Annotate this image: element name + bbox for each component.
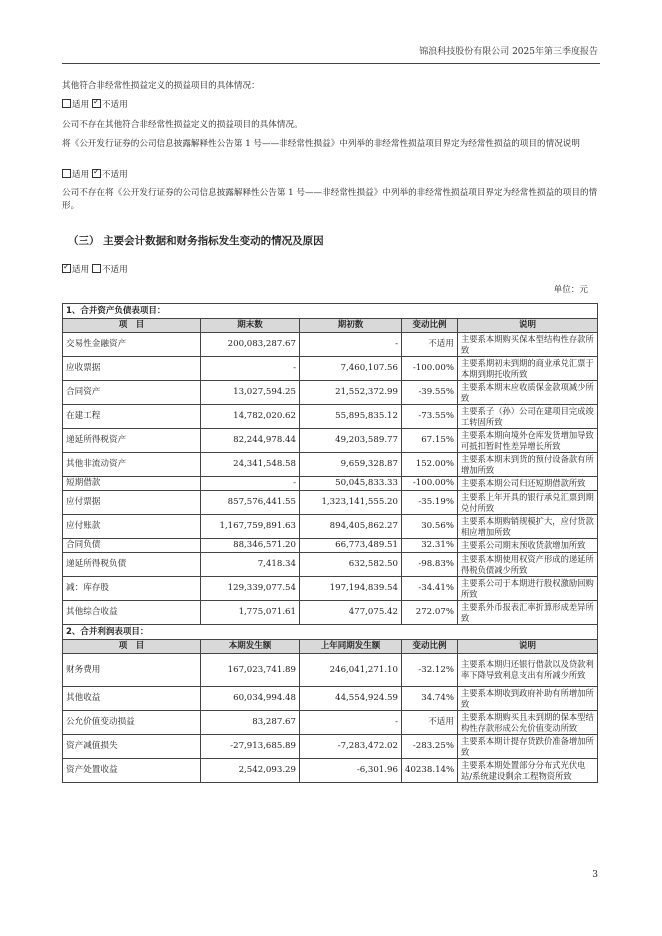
explanation-cell: 主要系本期使用权资产形成的递延所得税负债减少所致 (458, 553, 598, 577)
prior-value-cell: -6,301.96 (300, 759, 402, 783)
applicable-label: 适用 (72, 100, 90, 110)
checkbox-line-3 (62, 264, 602, 277)
column-header: 变动比例 (402, 319, 458, 333)
table-header-row (63, 319, 598, 333)
table-row (63, 491, 598, 515)
explanation-cell: 主要系本期购销规模扩大，应付货款相应增加所致 (458, 515, 598, 539)
table-row (63, 553, 598, 577)
current-value-cell: 82,244,978.44 (201, 429, 300, 453)
table-row (63, 477, 598, 491)
prior-value-cell: - (300, 711, 402, 735)
change-ratio-cell: -32.12% (402, 654, 458, 687)
change-ratio-cell: -39.55% (402, 381, 458, 405)
current-value-cell: 200,083,287.67 (201, 333, 300, 357)
table-section-row (63, 304, 598, 319)
current-value-cell: - (201, 477, 300, 491)
current-value-cell: 129,339,077.54 (201, 577, 300, 601)
prior-value-cell: 1,323,141,555.20 (300, 491, 402, 515)
column-header: 期初数 (300, 319, 402, 333)
current-value-cell: - (201, 357, 300, 381)
table-row (63, 405, 598, 429)
current-value-cell: 2,542,093.29 (201, 759, 300, 783)
checkbox-line-2 (62, 169, 602, 182)
page-header: 锦浪科技股份有限公司 2025年第三季度报告 (419, 47, 598, 57)
page-number: 3 (592, 870, 598, 880)
current-value-cell: 24,341,548.58 (201, 453, 300, 477)
prior-value-cell: -7,283,472.02 (300, 735, 402, 759)
column-header: 项 目 (63, 319, 201, 333)
column-header: 说明 (458, 319, 598, 333)
table-section-row (63, 625, 598, 640)
table-row (63, 759, 598, 783)
column-header: 本期发生额 (201, 640, 300, 654)
item-name-cell: 其他非流动资产 (63, 453, 201, 477)
header-rule (62, 63, 600, 64)
paragraph-other-items: 其他符合非经常性损益定义的损益项目的具体情况： (62, 81, 260, 91)
change-ratio-cell: -98.83% (402, 553, 458, 577)
paragraph-reclassify-none: 公司不存在将《公开发行证券的公司信息披露解释性公告第 1 号——非经常性损益》中列举的非经常性损益项目界定为经常性损益的项目的情形。 (62, 188, 598, 211)
table-row (63, 357, 598, 381)
change-ratio-cell: 152.00% (402, 453, 458, 477)
explanation-cell: 主要系本期计提存货跌价准备增加所致 (458, 735, 598, 759)
not-applicable-label: 不适用 (101, 265, 128, 275)
change-ratio-cell: 32.31% (402, 539, 458, 553)
current-value-cell: 7,418.34 (201, 553, 300, 577)
prior-value-cell: 894,405,862.27 (300, 515, 402, 539)
column-header: 上年同期发生额 (300, 640, 402, 654)
table-section-title: 2、合并利润表项目： (63, 625, 598, 640)
explanation-cell: 主要系本期末到货的预付设备款有所增加所致 (458, 453, 598, 477)
current-value-cell: 14,782,020.62 (201, 405, 300, 429)
change-ratio-cell: 272.07% (402, 601, 458, 625)
applicable-label: 适用 (72, 265, 90, 275)
current-value-cell: 83,287.67 (201, 711, 300, 735)
table-row (63, 601, 598, 625)
change-ratio-cell: -73.55% (402, 405, 458, 429)
change-ratio-cell: 40238.14% (402, 759, 458, 783)
explanation-cell: 主要系本期购买保本型结构性存款所致 (458, 333, 598, 357)
item-name-cell: 交易性金融资产 (63, 333, 201, 357)
item-name-cell: 递延所得税资产 (63, 429, 201, 453)
change-ratio-cell: -100.00% (402, 357, 458, 381)
explanation-cell: 主要系公司于本期进行股权激励回购所致 (458, 577, 598, 601)
current-value-cell: 1,775,071.61 (201, 601, 300, 625)
not-applicable-label: 不适用 (101, 170, 128, 180)
prior-value-cell: 44,554,924.59 (300, 687, 402, 711)
paragraph-reclassify: 将《公开发行证券的公司信息披露解释性公告第 1 号——非经常性损益》中列举的非经常性损益项目界定为经常性损益的项目的情况说明 (62, 139, 580, 149)
current-value-cell: 88,346,571.20 (201, 539, 300, 553)
explanation-cell: 主要系外币报表汇率折算形成差异所致 (458, 601, 598, 625)
explanation-cell: 主要系本期末应收质保金款项减少所致 (458, 381, 598, 405)
prior-value-cell: 49,203,589.77 (300, 429, 402, 453)
prior-value-cell: 477,075.42 (300, 601, 402, 625)
explanation-cell: 主要系本期公司归还短期借款所致 (458, 477, 598, 491)
item-name-cell: 合同负债 (63, 539, 201, 553)
current-value-cell: 60,034,994.48 (201, 687, 300, 711)
prior-value-cell: 197,194,839.54 (300, 577, 402, 601)
item-name-cell: 应付账款 (63, 515, 201, 539)
prior-value-cell: 246,041,271.10 (300, 654, 402, 687)
explanation-cell: 主要系本期处置部分分布式光伏电站/系统建设剩余工程物资所致 (458, 759, 598, 783)
explanation-cell: 主要系本期收到政府补助有所增加所致 (458, 687, 598, 711)
change-ratio-cell: 30.56% (402, 515, 458, 539)
prior-value-cell: 21,552,372.99 (300, 381, 402, 405)
explanation-cell: 主要系本期向境外仓库发货增加导致可抵扣暂时性差异增长所致 (458, 429, 598, 453)
not-applicable-checkbox[interactable] (92, 99, 101, 108)
financial-change-table (62, 303, 598, 783)
current-value-cell: 1,167,759,891.63 (201, 515, 300, 539)
item-name-cell: 减：库存股 (63, 577, 201, 601)
explanation-cell: 主要系期初未到期的商业承兑汇票于本期到期托收所致 (458, 357, 598, 381)
applicable-checkbox[interactable] (62, 99, 71, 108)
current-value-cell: 857,576,441.55 (201, 491, 300, 515)
not-applicable-checkbox[interactable] (92, 264, 101, 273)
column-header: 说明 (458, 640, 598, 654)
table-section-title: 1、合并资产负债表项目： (63, 304, 598, 319)
prior-value-cell: 50,045,833.33 (300, 477, 402, 491)
prior-value-cell: 66,773,489.51 (300, 539, 402, 553)
current-value-cell: -27,913,685.89 (201, 735, 300, 759)
table-row (63, 453, 598, 477)
table-row (63, 711, 598, 735)
table-row (63, 577, 598, 601)
column-header: 变动比例 (402, 640, 458, 654)
change-ratio-cell: 34.74% (402, 687, 458, 711)
item-name-cell: 其他综合收益 (63, 601, 201, 625)
item-name-cell: 公允价值变动损益 (63, 711, 201, 735)
table-row (63, 515, 598, 539)
explanation-cell: 主要系上年开具的银行承兑汇票到期兑付所致 (458, 491, 598, 515)
applicable-label: 适用 (72, 170, 90, 180)
item-name-cell: 在建工程 (63, 405, 201, 429)
table-row (63, 429, 598, 453)
prior-value-cell: 9,659,328.87 (300, 453, 402, 477)
explanation-cell: 主要系本期购买且未到期的保本型结构性存款形成公允价值变动所致 (458, 711, 598, 735)
applicable-checkbox[interactable] (62, 264, 71, 273)
not-applicable-checkbox[interactable] (92, 169, 101, 178)
explanation-cell: 主要系子（孙）公司在建项目完成竣工转固所致 (458, 405, 598, 429)
change-ratio-cell: 67.15% (402, 429, 458, 453)
item-name-cell: 应付票据 (63, 491, 201, 515)
item-name-cell: 递延所得税负债 (63, 553, 201, 577)
change-ratio-cell: 不适用 (402, 333, 458, 357)
prior-value-cell: 55,895,835.12 (300, 405, 402, 429)
table-row (63, 333, 598, 357)
prior-value-cell: - (300, 333, 402, 357)
table-header-row (63, 640, 598, 654)
applicable-checkbox[interactable] (62, 169, 71, 178)
table-row (63, 381, 598, 405)
change-ratio-cell: -283.25% (402, 735, 458, 759)
not-applicable-label: 不适用 (101, 100, 128, 110)
table-row (63, 735, 598, 759)
table-row (63, 687, 598, 711)
item-name-cell: 资产减值损失 (63, 735, 201, 759)
item-name-cell: 财务费用 (63, 654, 201, 687)
prior-value-cell: 7,460,107.56 (300, 357, 402, 381)
change-ratio-cell: -100.00% (402, 477, 458, 491)
paragraph-none: 公司不存在其他符合非经常性损益定义的损益项目的具体情况。 (62, 120, 303, 130)
unit-label: 单位：元 (553, 285, 588, 295)
explanation-cell: 主要系本期归还银行借款以及贷款利率下降导致利息支出有所减少所致 (458, 654, 598, 687)
table-row (63, 654, 598, 687)
item-name-cell: 合同资产 (63, 381, 201, 405)
item-name-cell: 其他收益 (63, 687, 201, 711)
prior-value-cell: 632,582.50 (300, 553, 402, 577)
explanation-cell: 主要系公司期末预收货款增加所致 (458, 539, 598, 553)
item-name-cell: 应收票据 (63, 357, 201, 381)
item-name-cell: 短期借款 (63, 477, 201, 491)
change-ratio-cell: -34.41% (402, 577, 458, 601)
item-name-cell: 资产处置收益 (63, 759, 201, 783)
checkbox-line-1 (62, 99, 602, 112)
current-value-cell: 167,023,741.89 (201, 654, 300, 687)
column-header: 期末数 (201, 319, 300, 333)
change-ratio-cell: 不适用 (402, 711, 458, 735)
section-title: （三） 主要会计数据和财务指标发生变动的情况及原因 (68, 235, 324, 247)
column-header: 项 目 (63, 640, 201, 654)
change-ratio-cell: -35.19% (402, 491, 458, 515)
table-row (63, 539, 598, 553)
current-value-cell: 13,027,594.25 (201, 381, 300, 405)
